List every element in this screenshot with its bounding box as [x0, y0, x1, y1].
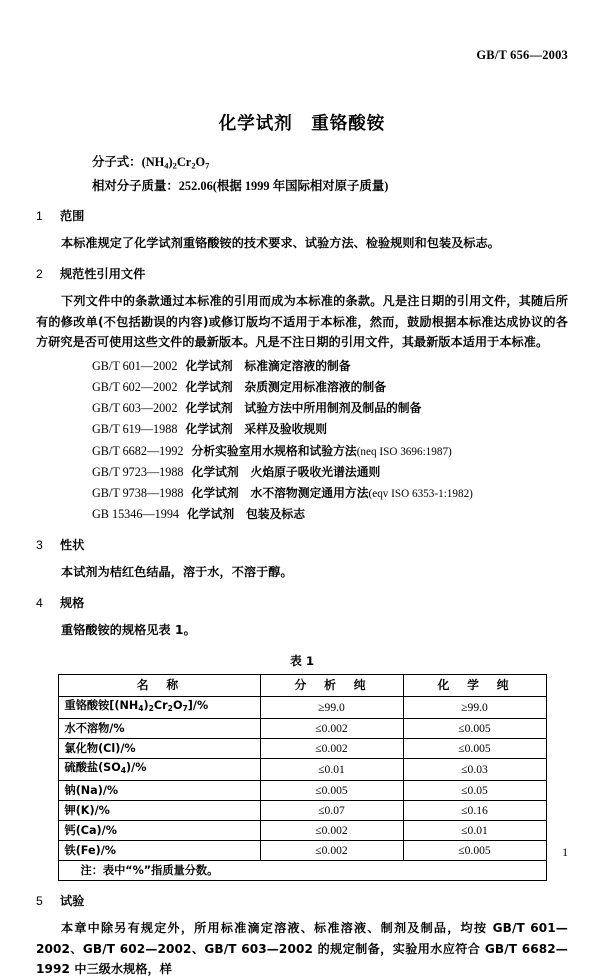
clause-heading-4: [36, 594, 568, 613]
molecular-formula-value: $(NH_4)_2Cr_2O_7$: [141, 155, 210, 171]
clause-title-3: 性状: [60, 538, 85, 553]
cell-name: 硫酸盐$(SO_4)/\%$: [58, 759, 260, 781]
cell-analytical: ≤0.002: [260, 841, 403, 861]
table-row: [58, 759, 546, 781]
clause-number-3: 3: [36, 538, 43, 553]
page-number: 1: [562, 847, 568, 859]
reference-code: GB/T 9738—1988: [92, 485, 184, 500]
cell-name: 钾(K)/%: [58, 801, 260, 821]
clause-5-paragraph: 本章中除另有规定外，所用标准滴定溶液、标准溶液、制剂及制品，均按 GB/T 601—2002、GB/T 602—2002、GB/T 603—2002 的规定制备，实验用水应符合 GB/T 6682—1992 中三级水规格，样: [36, 921, 568, 977]
clause-title-1: 范围: [60, 209, 85, 224]
clause-number-1: 1: [36, 209, 43, 224]
relative-molecular-mass-line: 相对分子质量：252.06(根据 1999 年国际相对原子质量): [92, 179, 389, 194]
table-row: [58, 821, 546, 841]
table-caption: 表 1: [289, 653, 315, 668]
cell-name: 钠(Na)/%: [58, 781, 260, 801]
reference-title: 化学试剂 火焰原子吸收光谱法通则: [191, 464, 381, 479]
cell-chemical: ≤0.05: [403, 781, 546, 801]
table-header-row: [58, 674, 546, 696]
table-row: [58, 696, 546, 718]
clause-heading-3: [36, 536, 568, 555]
cell-chemical: ≤0.01: [403, 821, 546, 841]
cell-name: 氯化物(Cl)/%: [58, 739, 260, 759]
cell-name: 钙(Ca)/%: [58, 821, 260, 841]
clause-title-2: 规范性引用文件: [60, 266, 146, 281]
table-row: [58, 781, 546, 801]
cell-analytical: ≤0.002: [260, 739, 403, 759]
clause-title-5: 试验: [60, 894, 85, 909]
reference-code: GB/T 9723—1988: [92, 464, 184, 479]
clause-number-5: 5: [36, 894, 43, 909]
cell-analytical: ≥99.0: [260, 696, 403, 718]
specification-table: [58, 674, 547, 881]
list-item: [92, 441, 568, 462]
list-item: [92, 419, 568, 440]
list-item: [92, 398, 568, 419]
cell-analytical: ≤0.01: [260, 759, 403, 781]
reference-title: 化学试剂 试验方法中所用制剂及制品的制备: [185, 401, 422, 416]
cell-analytical: ≤0.002: [260, 719, 403, 739]
reference-note: (eqv ISO 6353-1:1982): [368, 487, 473, 500]
list-item: [92, 504, 568, 525]
list-item: [92, 483, 568, 504]
table-row: [58, 841, 546, 861]
reference-title: 化学试剂 水不溶物测定通用方法: [191, 485, 369, 500]
cell-chemical: ≤0.005: [403, 719, 546, 739]
reference-note: (neq ISO 3696:1987): [356, 445, 452, 458]
clause-number-4: 4: [36, 595, 43, 610]
reference-code: GB/T 603—2002: [92, 401, 178, 416]
column-header-chemical: 化 学 纯: [403, 674, 546, 696]
reference-code: GB/T 602—2002: [92, 379, 178, 394]
column-header-analytical: 分 析 纯: [260, 674, 403, 696]
clause-heading-2: [36, 265, 568, 284]
cell-analytical: ≤0.002: [260, 821, 403, 841]
column-header-name: 名 称: [58, 674, 260, 696]
reference-title: 化学试剂 包装及标志: [187, 507, 305, 522]
cell-name: 重铬酸铵$[(NH_4)_2Cr_2O_7]/\%$: [58, 696, 260, 718]
clause-3-paragraph: 本试剂为桔红色结晶，溶于水，不溶于醇。: [61, 565, 293, 580]
running-header: [0, 48, 568, 63]
list-item: [92, 462, 568, 483]
reference-title: 化学试剂 采样及验收规则: [185, 422, 328, 437]
table-row: [58, 739, 546, 759]
table-row: [58, 719, 546, 739]
reference-title: 化学试剂 杂质测定用标准溶液的制备: [185, 379, 386, 394]
cell-name: 铁(Fe)/%: [58, 841, 260, 861]
clause-number-2: 2: [36, 266, 43, 281]
cell-chemical: ≤0.005: [403, 739, 546, 759]
cell-analytical: ≤0.07: [260, 801, 403, 821]
reference-code: GB 15346—1994: [92, 507, 180, 522]
list-item: [92, 356, 568, 377]
clause-heading-5: [36, 892, 568, 911]
cell-chemical: ≤0.16: [403, 801, 546, 821]
molecular-formula-line: [92, 152, 568, 175]
clause-2-paragraph: 下列文件中的条款通过本标准的引用而成为本标准的条款。凡是注日期的引用文件，其随后所有的修改单(不包括勘误的内容)或修订版均不适用于本标准，然而，鼓励根据本标准达成协议的各方研究是否可使用这些文件的最新版本。凡是不注日期的引用文件，其最新版本适用于本标准。: [36, 293, 568, 350]
reference-title: 分析实验室用水规格和试验方法: [191, 443, 357, 458]
cell-chemical: ≤0.03: [403, 759, 546, 781]
reference-code: GB/T 601—2002: [92, 358, 178, 373]
cell-chemical: ≥99.0: [403, 696, 546, 718]
clause-heading-1: [36, 207, 568, 226]
list-item: [92, 377, 568, 398]
page-title: 化学试剂 重铬酸铵: [218, 114, 386, 134]
table-footnote-row: [58, 861, 546, 881]
table-row: [58, 801, 546, 821]
cell-name: 水不溶物/%: [58, 719, 260, 739]
standard-code: GB/T 656—2003: [476, 48, 568, 62]
clause-1-paragraph: 本标准规定了化学试剂重铬酸铵的技术要求、试验方法、检验规则和包装及标志。: [61, 236, 500, 251]
clause-title-4: 规格: [60, 595, 85, 610]
reference-code: GB/T 6682—1992: [92, 443, 184, 458]
molecular-formula-label: 分子式：: [92, 155, 142, 169]
reference-code: GB/T 619—1988: [92, 422, 178, 437]
normative-reference-list: [36, 356, 568, 526]
cell-chemical: ≤0.005: [403, 841, 546, 861]
reference-title: 化学试剂 标准滴定溶液的制备: [185, 358, 351, 373]
table-footnote: 注：表中“%”指质量分数。: [58, 861, 546, 881]
clause-4-paragraph: 重铬酸铵的规格见表 1。: [61, 622, 196, 637]
document-body: [36, 152, 568, 980]
cell-analytical: ≤0.005: [260, 781, 403, 801]
